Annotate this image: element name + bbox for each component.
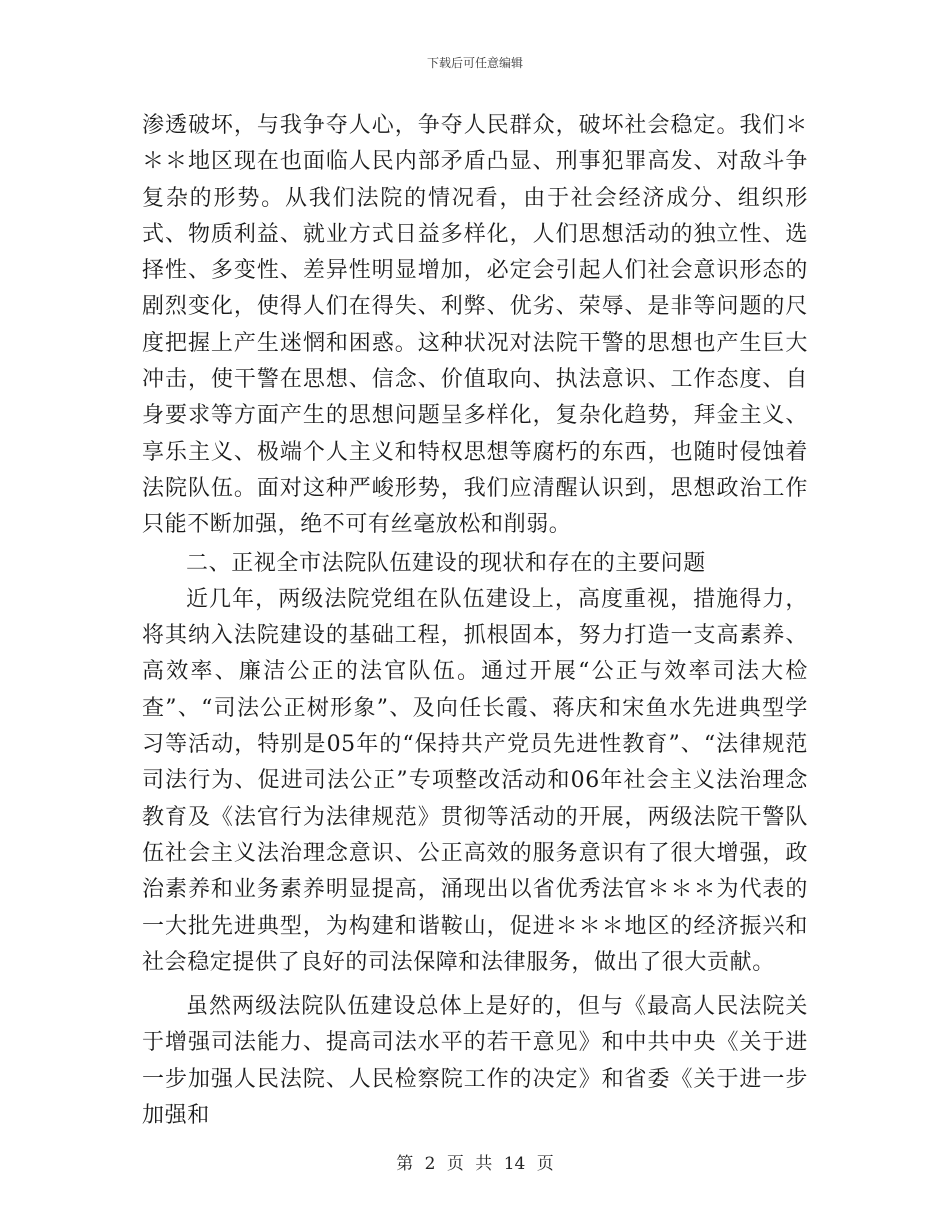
paragraph-continuation: 渗透破坏，与我争夺人心，争夺人民群众，破坏社会稳定。我们＊＊＊地区现在也面临人民内部矛盾凸显、刑事犯罪高发、对敌斗争复杂的形势。从我们法院的情况看，由于社会经济成分、组织形式、物质利益、就业方式日益多样化，人们思想活动的独立性、选择性、多变性、差异性明显增加，必定会引起人们社会意识形态的剧烈变化，使得人们在得失、利弊、优劣、荣辱、是非等问题的尺度把握上产生迷惘和困惑。这种状况对法院干警的思想也产生巨大冲击，使干警在思想、信念、价值取向、执法意识、工作态度、自身要求等方面产生的思想问题呈多样化，复杂化趋势，拜金主义、享乐主义、极端个人主义和特权思想等腐朽的东西，也随时侵蚀着法院队伍。面对这种严峻形势，我们应清醒认识到，思想政治工作只能不断加强，绝不可有丝毫放松和削弱。 bbox=[142, 113, 808, 538]
document-body bbox=[142, 108, 808, 1134]
paragraph-problems-intro: 虽然两级法院队伍建设总体上是好的，但与《最高人民法院关于增强司法能力、提高司法水平的若干意见》和中共中央《关于进一步加强人民法院、人民检察院工作的决定》和省委《关于进一步加强和 bbox=[142, 994, 808, 1129]
page-header-note: 下载后可任意编辑 bbox=[426, 56, 523, 70]
paragraph-team-building: 近几年，两级法院党组在队伍建设上，高度重视，措施得力，将其纳入法院建设的基础工程，抓根固本，努力打造一支高素养、高效率、廉洁公正的法官队伍。通过开展“公正与效率司法大检查”、“司法公正树形象”、及向任长霞、蒋庆和宋鱼水先进典型学习等活动，特别是05年的“保持共产党员先进性教育”、“法律规范司法行为、促进司法公正”专项整改活动和06年社会主义法治理念教育及《法官行为法律规范》贯彻等活动的开展，两级法院干警队伍社会主义法治理念意识、公正高效的服务意识有了很大增强，政治素养和业务素养明显提高，涌现出以省优秀法官＊＊＊为代表的一大批先进典型，为构建和谐鞍山，促进＊＊＊地区的经济振兴和社会稳定提供了良好的司法保障和法律服务，做出了很大贡献。 bbox=[142, 586, 808, 975]
page-number: 第 2 页 共 14 页 bbox=[396, 1154, 554, 1174]
section-heading: 二、正视全市法院队伍建设的现状和存在的主要问题 bbox=[186, 550, 706, 576]
